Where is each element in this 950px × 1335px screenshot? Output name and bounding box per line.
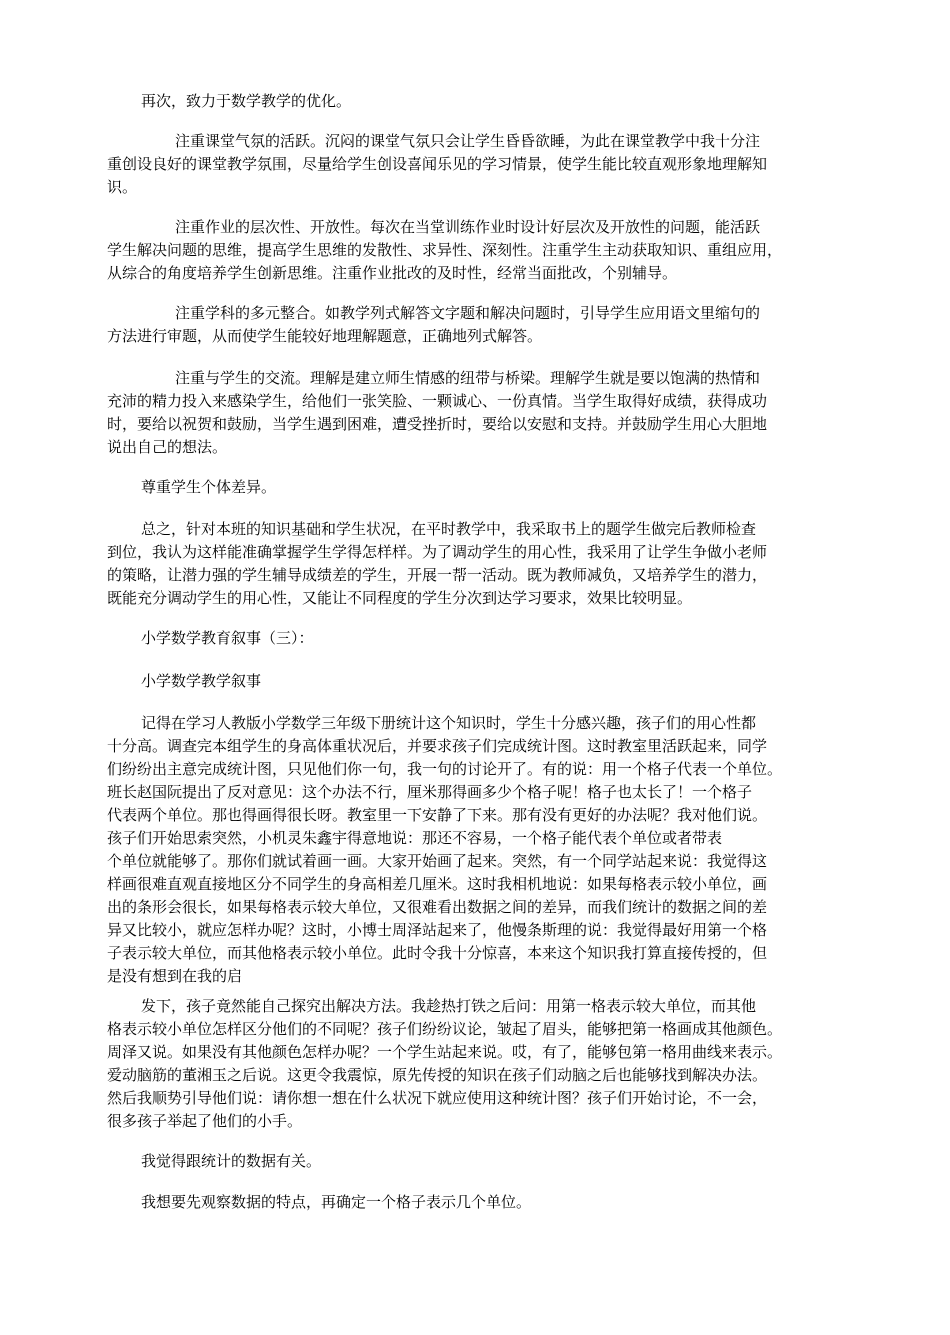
text-line: 重创设良好的课堂教学氛围，尽量给学生创设喜闻乐见的学习情景，使学生能比较直观形象地理解知 <box>107 155 768 173</box>
text-line: 小学数学教学叙事 <box>141 672 262 690</box>
text-line: 学生解决问题的思维，提高学生思维的发散性、求异性、深刻性。注重学生主动获取知识、重组应用， <box>107 241 783 259</box>
paragraph-1 <box>107 90 852 113</box>
paragraph-2 <box>107 130 852 199</box>
paragraph-11 <box>107 1191 852 1214</box>
text-line: 说出自己的想法。 <box>107 438 228 456</box>
text-line: 孩子们开始思索突然，小机灵朱鑫宇得意地说：那还不容易，一个格子能代表个单位或者带表 <box>107 829 723 847</box>
text-line: 格表示较小单位怎样区分他们的不同呢？孩子们纷纷议论，皱起了眉头，能够把第一格画成其他颜色。 <box>107 1020 783 1038</box>
paragraph-9 <box>107 995 852 1133</box>
text-line: 我想要先观察数据的特点，再确定一个格子表示几个单位。 <box>141 1193 532 1211</box>
text-line: 时，要给以祝贺和鼓励，当学生遇到困难，遭受挫折时，要给以安慰和支持。并鼓励学生用心大胆地 <box>107 415 768 433</box>
text-line: 异又比较小，就应怎样办呢？这时，小博士周泽站起来了，他慢条斯理的说：我觉得最好用第一个格 <box>107 921 768 939</box>
text-line: 到位，我认为这样能准确掌握学生学得怎样样。为了调动学生的用心性，我采用了让学生争做小老师 <box>107 543 768 561</box>
text-line: 是没有想到在我的启 <box>107 967 243 985</box>
text-line: 周泽又说。如果没有其他颜色怎样办呢？一个学生站起来说。哎，有了，能够包第一格用曲线来表示。 <box>107 1043 783 1061</box>
text-line: 们纷纷出主意完成统计图，只见他们你一句，我一句的讨论开了。有的说：用一个格子代表一个单位。 <box>107 760 783 778</box>
text-line: 注重学科的多元整合。如教学列式解答文字题和解决问题时，引导学生应用语文里缩句的 <box>175 304 761 322</box>
text-line: 出的条形会很长，如果每格表示较大单位，又很难看出数据之间的差异，而我们统计的数据之间的差 <box>107 898 768 916</box>
paragraph-7 <box>107 518 852 610</box>
paragraph-8 <box>107 712 852 988</box>
text-line: 注重作业的层次性、开放性。每次在当堂训练作业时设计好层次及开放性的问题，能活跃 <box>175 218 761 236</box>
paragraph-5 <box>107 367 852 459</box>
text-line: 很多孩子举起了他们的小手。 <box>107 1112 303 1130</box>
text-line: 十分高。调查完本组学生的身高体重状况后，并要求孩子们完成统计图。这时教室里活跃起来，同学 <box>107 737 768 755</box>
text-line: 识。 <box>107 178 138 196</box>
paragraph-4 <box>107 302 852 348</box>
text-line: 爱动脑筋的董湘玉之后说。这更令我震惊，原先传授的知识在孩子们动脑之后也能够找到解决办法。 <box>107 1066 768 1084</box>
text-line: 的策略，让潜力强的学生辅导成绩差的学生，开展一帮一活动。既为教师减负，又培养学生的潜力， <box>107 566 768 584</box>
text-line: 再次，致力于数学教学的优化。 <box>141 92 352 110</box>
text-line: 记得在学习人教版小学数学三年级下册统计这个知识时，学生十分感兴趣，孩子们的用心性都 <box>141 714 757 732</box>
text-line: 样画很难直观直接地区分不同学生的身高相差几厘米。这时我相机地说：如果每格表示较小单位，画 <box>107 875 768 893</box>
text-line: 总之，针对本班的知识基础和学生状况，在平时教学中，我采取书上的题学生做完后教师检查 <box>141 520 757 538</box>
text-line: 我觉得跟统计的数据有关。 <box>141 1152 322 1170</box>
text-line: 从综合的角度培养学生创新思维。注重作业批改的及时性，经常当面批改，个别辅导。 <box>107 264 678 282</box>
text-line: 注重与学生的交流。理解是建立师生情感的纽带与桥梁。理解学生就是要以饱满的热情和 <box>175 369 761 387</box>
text-line: 既能充分调动学生的用心性，又能让不同程度的学生分次到达学习要求，效果比较明显。 <box>107 589 693 607</box>
text-line: 方法进行审题，从而使学生能较好地理解题意，正确地列式解答。 <box>107 327 543 345</box>
text-line: 发下，孩子竟然能自己探究出解决方法。我趁热打铁之后问：用第一格表示较大单位，而其他 <box>141 997 757 1015</box>
text-line: 子表示较大单位，而其他格表示较小单位。此时令我十分惊喜，本来这个知识我打算直接传授的，但 <box>107 944 768 962</box>
text-line: 代表两个单位。那也得画得很长呀。教室里一下安静了下来。那有没有更好的办法呢？我对他们说。 <box>107 806 768 824</box>
section-subheading <box>107 670 852 693</box>
text-line: 充沛的精力投入来感染学生，给他们一张笑脸、一颗诚心、一份真情。当学生取得好成绩，获得成功 <box>107 392 768 410</box>
section-heading <box>107 627 852 650</box>
text-line: 尊重学生个体差异。 <box>141 478 277 496</box>
paragraph-3 <box>107 216 852 285</box>
paragraph-6 <box>107 476 852 499</box>
text-line: 个单位就能够了。那你们就试着画一画。大家开始画了起来。突然，有一个同学站起来说：我觉得这 <box>107 852 768 870</box>
text-line: 注重课堂气氛的活跃。沉闷的课堂气氛只会让学生昏昏欲睡，为此在课堂教学中我十分注 <box>175 132 761 150</box>
text-line: 然后我顺势引导他们说：请你想一想在什么状况下就应使用这种统计图？孩子们开始讨论，不一会， <box>107 1089 768 1107</box>
text-line: 班长赵国阮提出了反对意见：这个办法不行，厘米那得画多少个格子呢！格子也太长了！一个格子 <box>107 783 753 801</box>
paragraph-10 <box>107 1150 852 1173</box>
text-line: 小学数学教育叙事（三）： <box>141 629 314 647</box>
